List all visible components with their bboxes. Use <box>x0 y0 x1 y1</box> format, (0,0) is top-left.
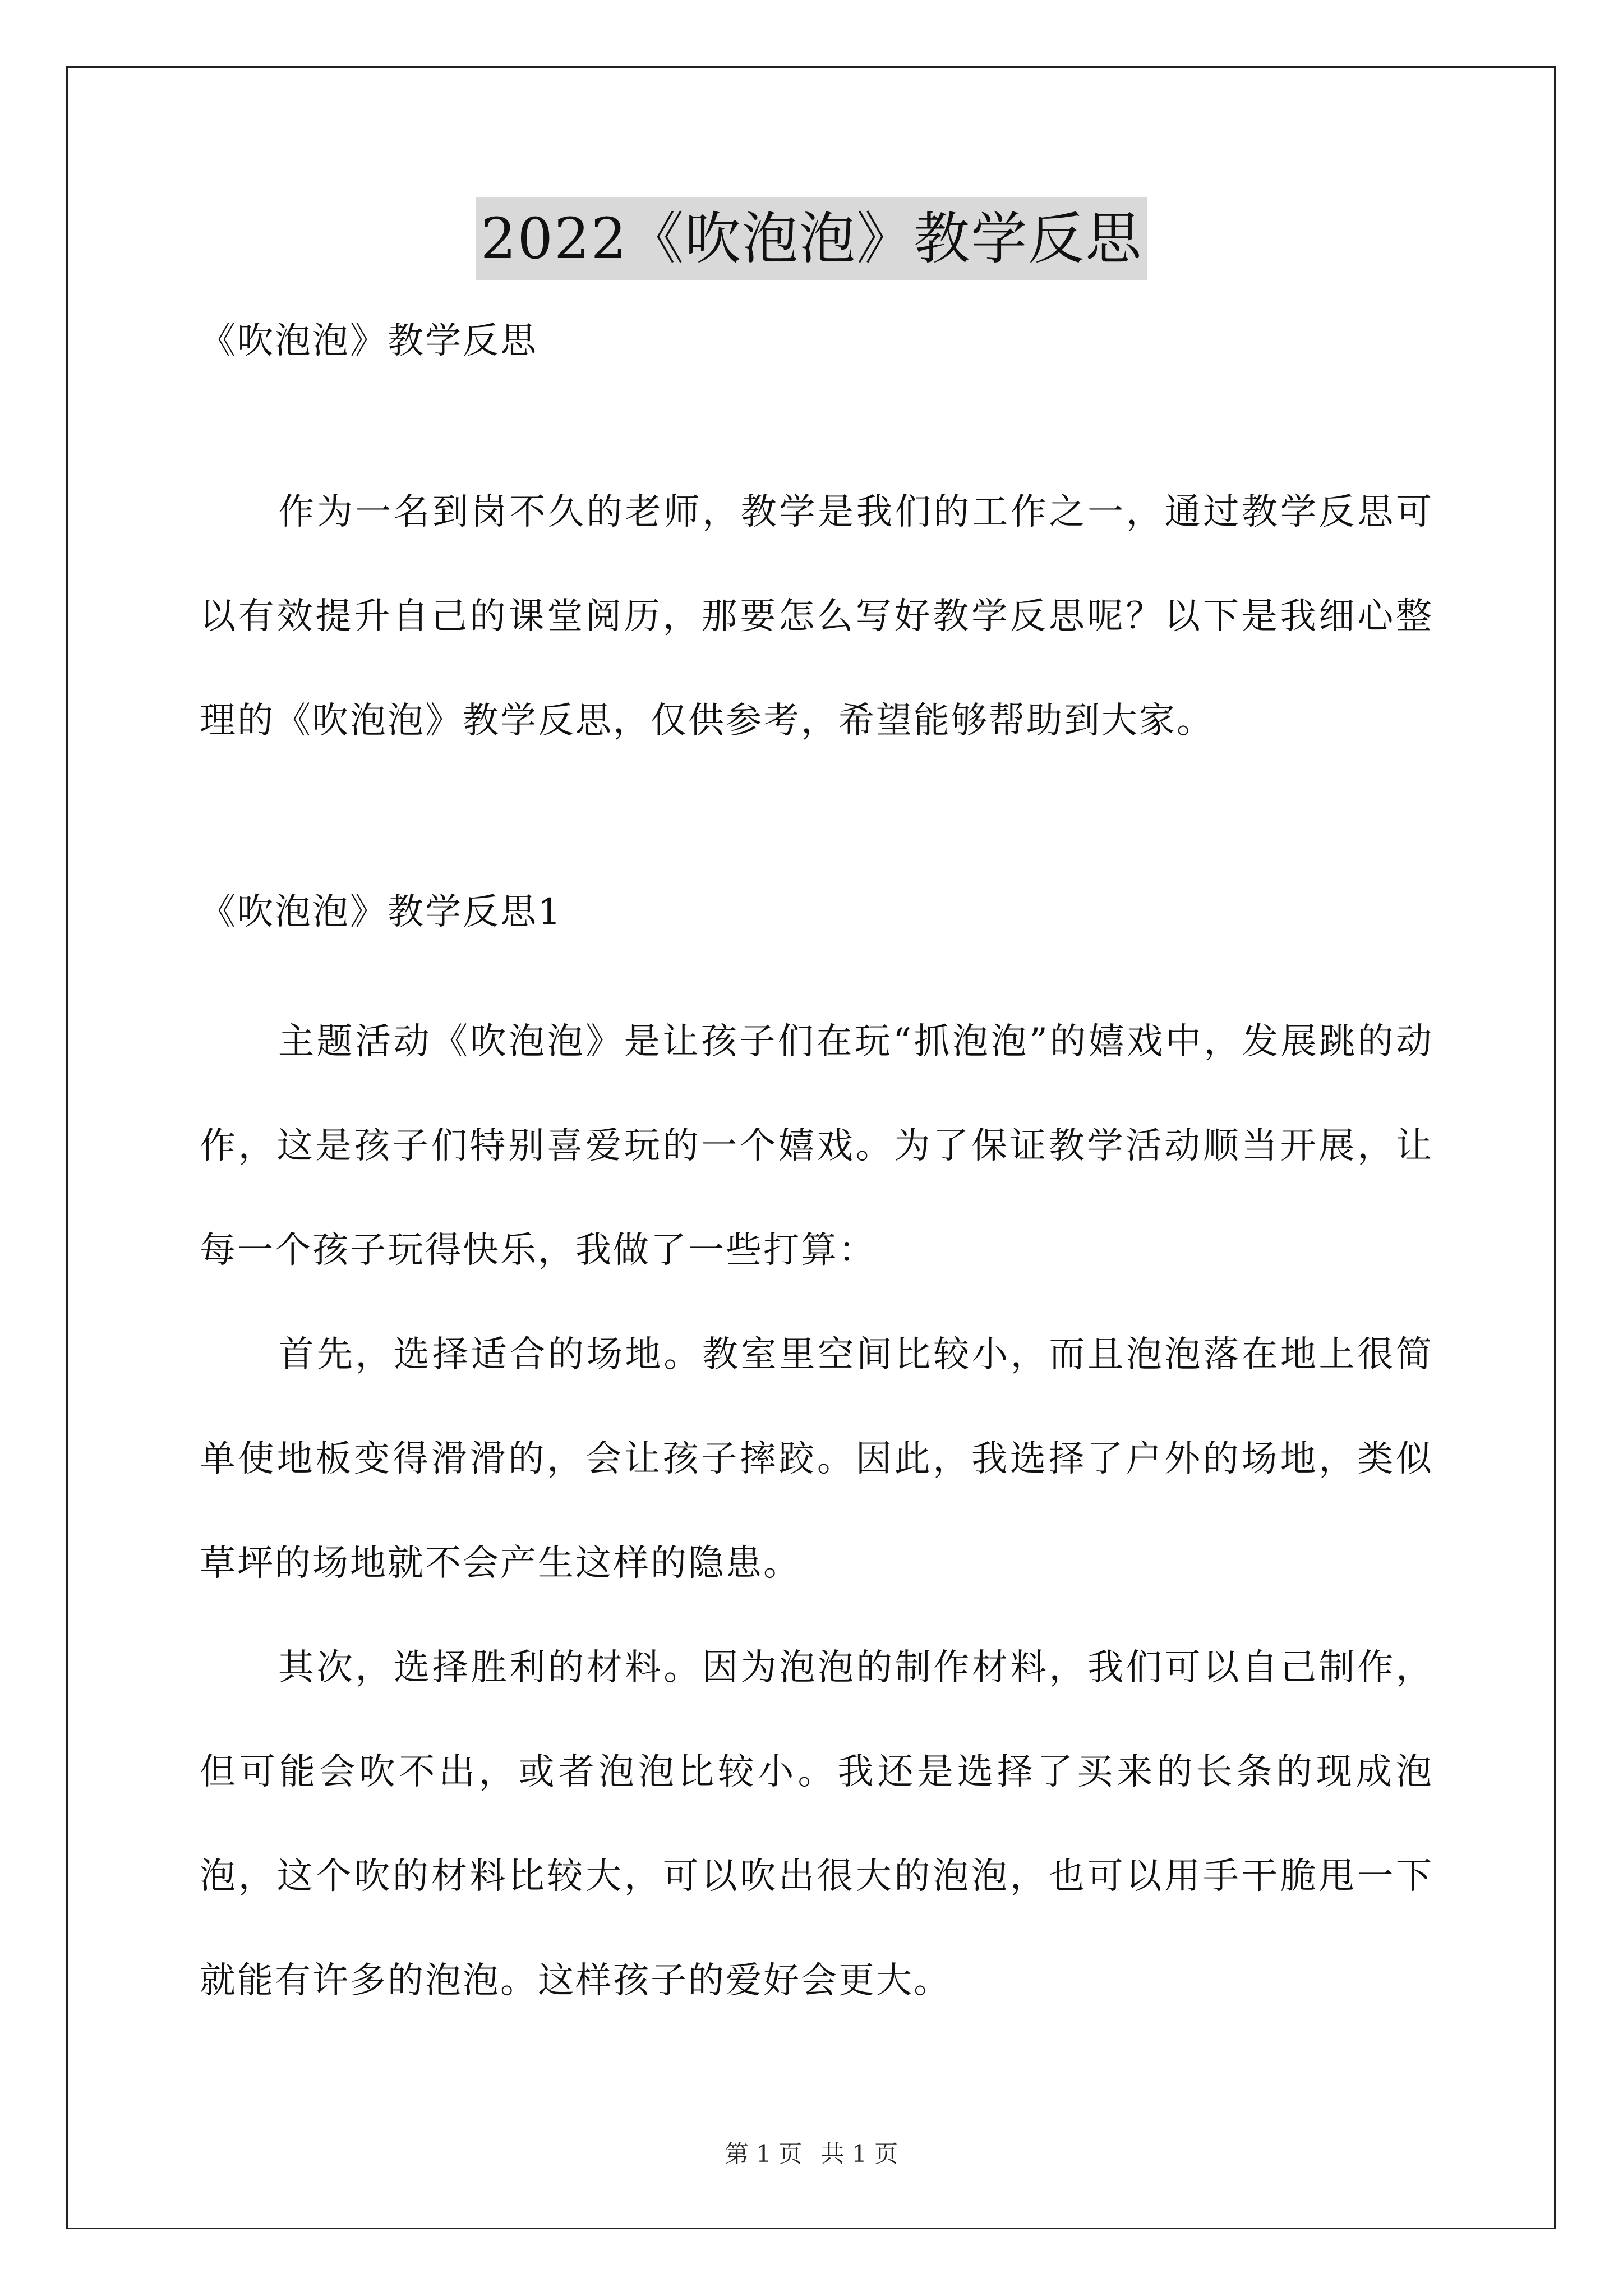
document-subtitle: 《吹泡泡》教学反思 <box>200 320 538 362</box>
section1-heading-block <box>200 885 1433 940</box>
page-number: 第 1 页 <box>725 2140 803 2168</box>
intro-block <box>200 460 1433 773</box>
section1-paragraph: 首先，选择适合的场地。教室里空间比较小，而且泡泡落在地上很简单使地板变得滑滑的，会让孩子摔跤。因此，我选择了户外的场地，类似草坪的场地就不会产生这样的隐患。 <box>200 1334 1433 1584</box>
subtitle-block <box>200 314 1433 369</box>
section1-body <box>200 990 1433 2033</box>
document-title: 2022《吹泡泡》教学反思 <box>476 197 1147 280</box>
section1-paragraph: 其次，选择胜利的材料。因为泡泡的制作材料，我们可以自己制作，但可能会吹不出，或者泡泡比较小。我还是选择了买来的长条的现成泡泡，这个吹的材料比较大，可以吹出很大的泡泡，也可以用手干脆甩一下就能有许多的泡泡。这样孩子的爱好会更大。 <box>200 1647 1433 2001</box>
section1-heading: 《吹泡泡》教学反思1 <box>200 891 562 933</box>
page-total: 共 1 页 <box>820 2140 898 2168</box>
page-footer <box>0 2137 1623 2171</box>
intro-paragraph: 作为一名到岗不久的老师，教学是我们的工作之一，通过教学反思可以有效提升自己的课堂阅历，那要怎么写好教学反思呢？以下是我细心整理的《吹泡泡》教学反思，仅供参考，希望能够帮助到大家。 <box>200 491 1433 742</box>
section1-paragraph: 主题活动《吹泡泡》是让孩子们在玩“抓泡泡”的嬉戏中，发展跳的动作，这是孩子们特别喜爱玩的一个嬉戏。为了保证教学活动顺当开展，让每一个孩子玩得快乐，我做了一些打算： <box>200 1021 1433 1271</box>
title-container <box>0 197 1623 280</box>
